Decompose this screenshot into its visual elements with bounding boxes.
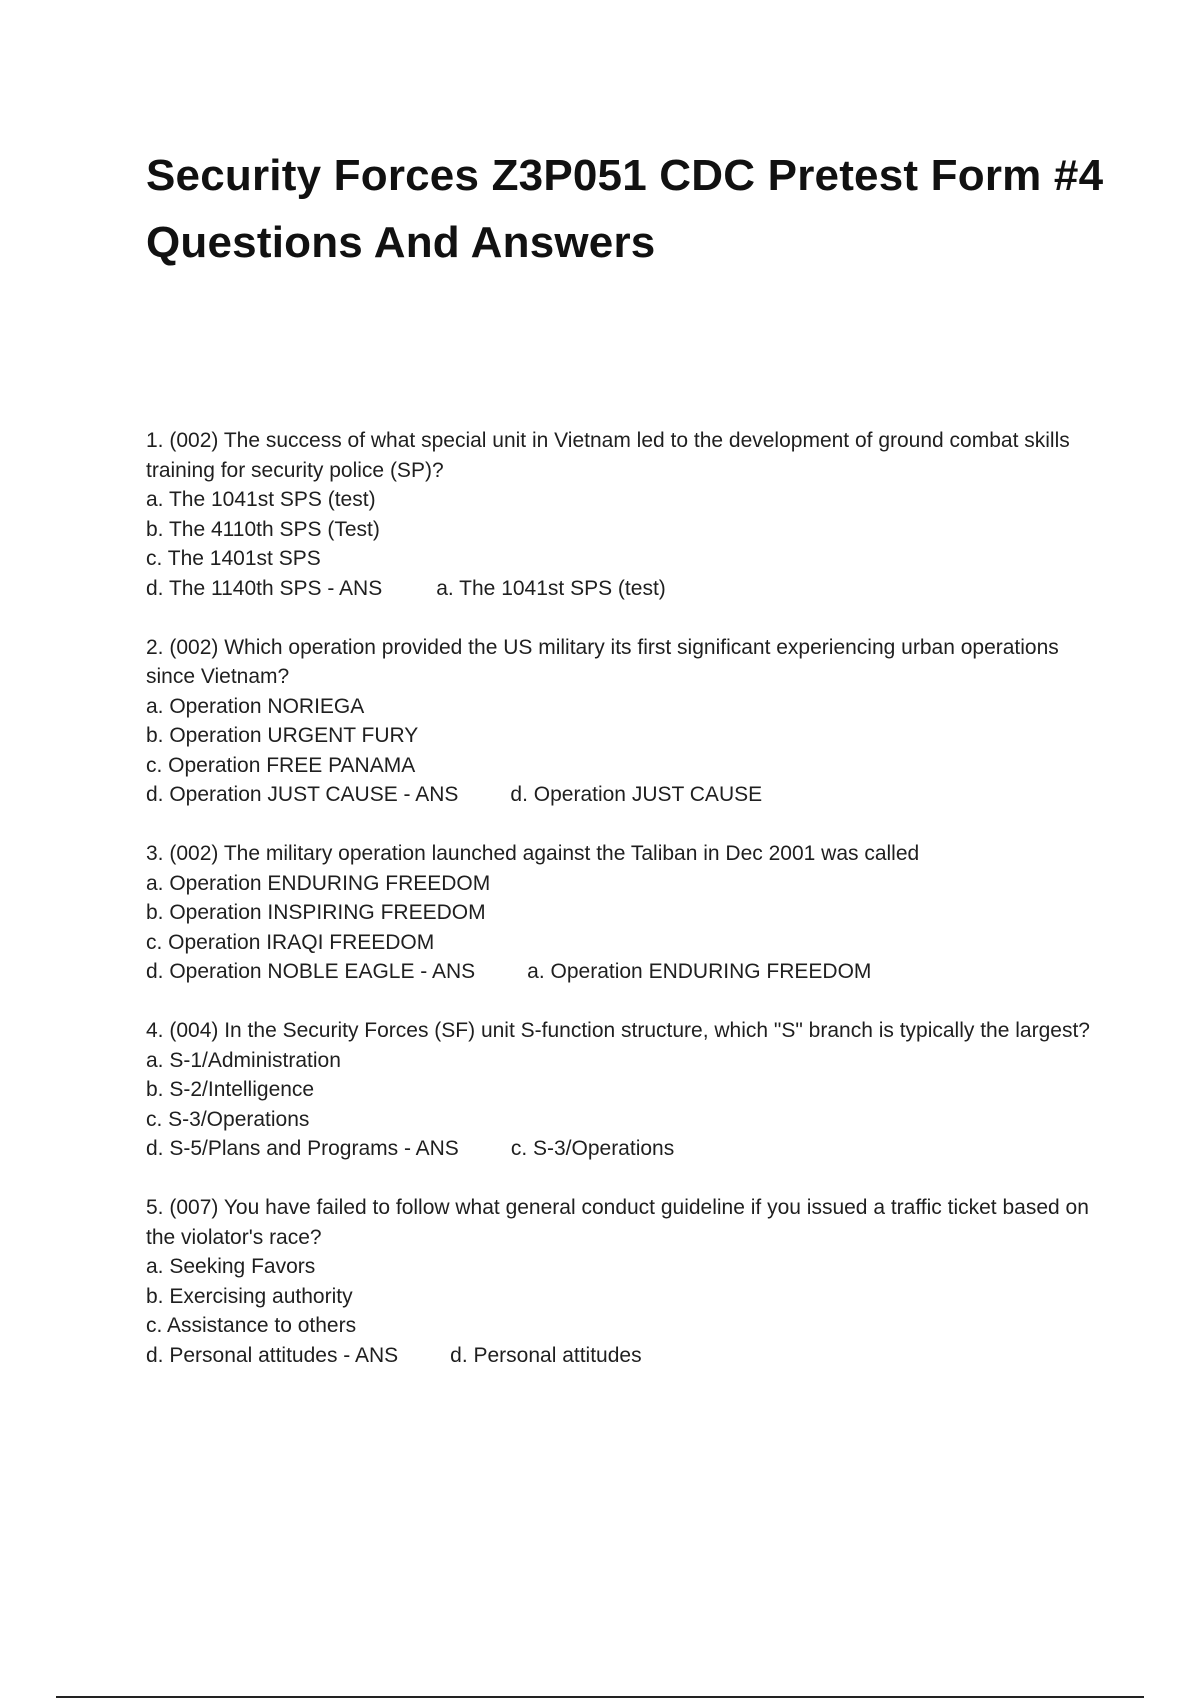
option-d: d. Personal attitudes - ANS bbox=[146, 1343, 399, 1367]
answer-key: d. Operation JUST CAUSE bbox=[510, 783, 763, 806]
option-d: d. The 1140th SPS - ANS bbox=[146, 576, 383, 600]
option-b: b. Operation URGENT FURY bbox=[146, 724, 419, 747]
answer-row bbox=[146, 1341, 1106, 1371]
question-text: 4. (004) In the Security Forces (SF) unit S-function structure, which "S" branch is typically the largest? bbox=[146, 1019, 1090, 1042]
question-item bbox=[146, 426, 1106, 603]
question-text: 3. (002) The military operation launched against the Taliban in Dec 2001 was called bbox=[146, 842, 920, 865]
option-d: d. Operation JUST CAUSE - ANS bbox=[146, 783, 459, 806]
option-c: c. Operation FREE PANAMA bbox=[146, 753, 416, 777]
answer-row bbox=[146, 780, 1106, 810]
answer-key: a. The 1041st SPS (test) bbox=[436, 576, 666, 600]
option-b: b. Operation INSPIRING FREEDOM bbox=[146, 901, 486, 924]
question-text: 5. (007) You have failed to follow what general conduct guideline if you issued a traffic ticket based on the violator's race? bbox=[146, 1196, 1089, 1249]
answer-key: a. Operation ENDURING FREEDOM bbox=[527, 960, 872, 983]
question-text: 1. (002) The success of what special unit in Vietnam led to the development of ground combat skills training for security police (SP)? bbox=[146, 429, 1070, 482]
option-c: c. S-3/Operations bbox=[146, 1107, 310, 1131]
footer-divider bbox=[56, 1696, 1144, 1698]
question-item bbox=[146, 1193, 1106, 1370]
question-text: 2. (002) Which operation provided the US military its first significant experiencing urban operations since Vietnam? bbox=[146, 635, 1059, 688]
option-c: c. Operation IRAQI FREEDOM bbox=[146, 930, 435, 954]
question-list bbox=[146, 426, 1106, 1400]
answer-key: c. S-3/Operations bbox=[510, 1137, 675, 1160]
option-a: a. Operation ENDURING FREEDOM bbox=[146, 871, 491, 895]
option-b: b. Exercising authority bbox=[146, 1284, 353, 1308]
option-a: a. Operation NORIEGA bbox=[146, 694, 365, 718]
option-b: b. S-2/Intelligence bbox=[146, 1078, 315, 1101]
option-d: d. S-5/Plans and Programs - ANS bbox=[146, 1137, 459, 1160]
option-c: c. The 1401st SPS bbox=[146, 547, 321, 570]
answer-row bbox=[146, 957, 1106, 987]
option-a: a. S-1/Administration bbox=[146, 1048, 341, 1072]
option-d: d. Operation NOBLE EAGLE - ANS bbox=[146, 960, 476, 983]
option-a: a. The 1041st SPS (test) bbox=[146, 488, 376, 511]
option-a: a. Seeking Favors bbox=[146, 1255, 316, 1278]
answer-row bbox=[146, 1134, 1106, 1164]
answer-row bbox=[146, 574, 1106, 604]
option-c: c. Assistance to others bbox=[146, 1314, 357, 1337]
question-item bbox=[146, 1016, 1106, 1164]
answer-key: d. Personal attitudes bbox=[450, 1343, 642, 1367]
option-b: b. The 4110th SPS (Test) bbox=[146, 517, 380, 541]
question-item bbox=[146, 633, 1106, 810]
question-item bbox=[146, 839, 1106, 987]
document-title: Security Forces Z3P051 CDC Pretest Form #4 Questions And Answers bbox=[146, 151, 1104, 267]
